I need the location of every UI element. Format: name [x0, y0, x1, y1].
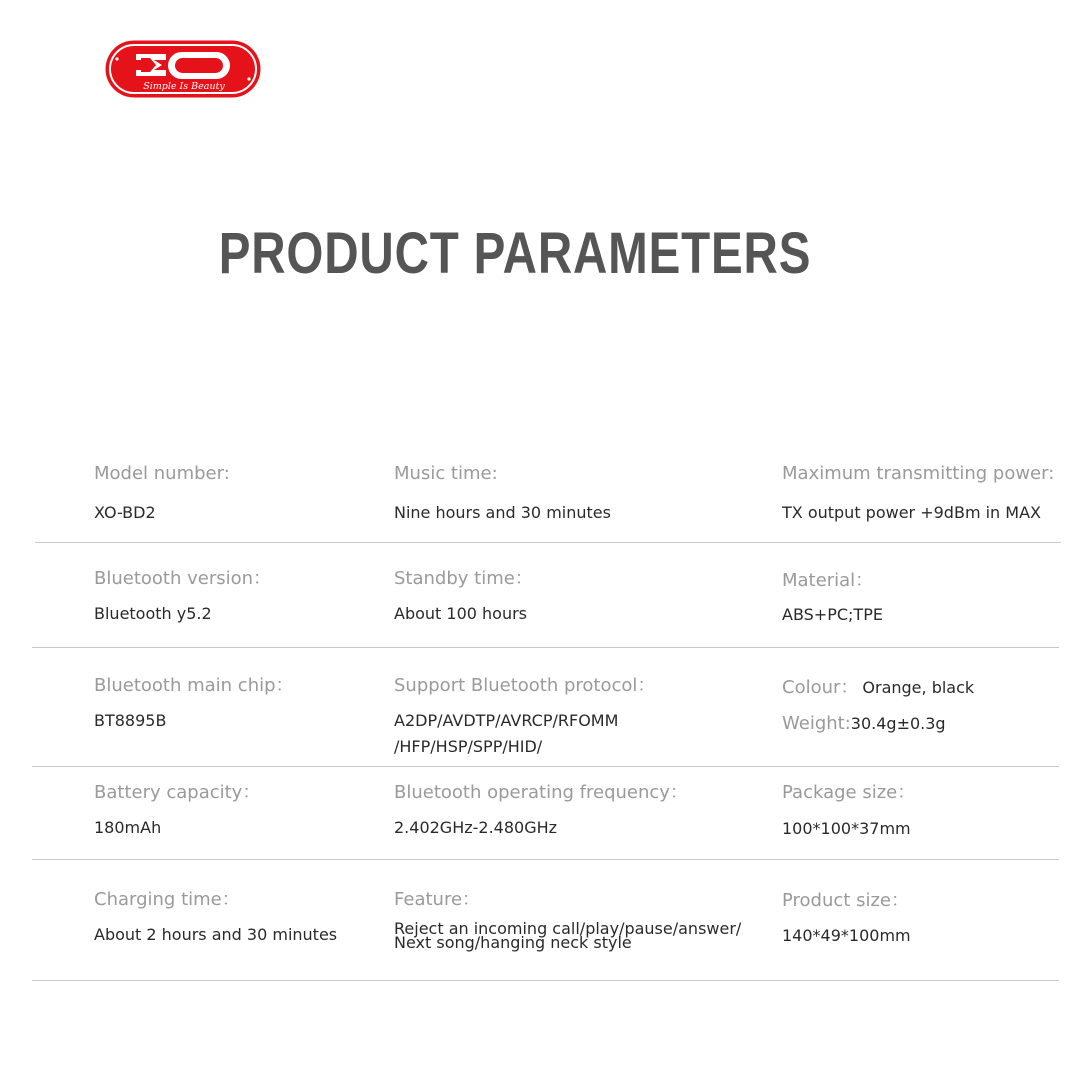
row-divider	[35, 542, 1061, 543]
standby-time-value: About 100 hours	[394, 604, 527, 623]
model-number-label: Model number:	[94, 463, 230, 484]
brand-slogan: Simple Is Beauty	[143, 81, 225, 92]
bt-chip-label: Bluetooth main chip：	[94, 675, 294, 696]
row-divider	[32, 980, 1059, 981]
model-number-value: XO-BD2	[94, 503, 156, 522]
feature-label: Feature：	[394, 889, 481, 910]
bt-protocol-value-line1: A2DP/AVDTP/AVRCP/RFOMM	[394, 711, 619, 730]
music-time-value: Nine hours and 30 minutes	[394, 503, 611, 522]
music-time-label: Music time:	[394, 463, 498, 484]
battery-value: 180mAh	[94, 818, 162, 837]
feature-value-line1: Reject an incoming call/play/pause/answer/	[394, 919, 742, 938]
row-divider	[32, 766, 1059, 767]
bt-version-value: Bluetooth y5.2	[94, 604, 212, 623]
charging-time-value: About 2 hours and 30 minutes	[94, 925, 338, 944]
bt-version-label: Bluetooth version：	[94, 568, 272, 589]
row-divider	[32, 647, 1059, 648]
weight-field	[782, 713, 946, 734]
bt-protocol-value-line2: /HFP/HSP/SPP/HID/	[394, 737, 543, 756]
package-size-value: 100*100*37mm	[782, 819, 911, 838]
row-divider	[32, 859, 1059, 860]
material-value: ABS+PC;TPE	[782, 605, 883, 624]
product-size-label: Product size：	[782, 890, 909, 911]
feature-value-line2: Next song/hanging neck style	[394, 933, 632, 952]
bt-frequency-value: 2.402GHz-2.480GHz	[394, 818, 558, 837]
weight-label: Weight:	[782, 713, 851, 734]
charging-time-label: Charging time：	[94, 889, 240, 910]
colour-value: Orange, black	[862, 678, 975, 697]
standby-time-label: Standby time：	[394, 568, 533, 589]
max-tx-power-value: TX output power +9dBm in MAX	[782, 503, 1041, 522]
weight-value: 30.4g±0.3g	[850, 714, 946, 733]
material-label: Material：	[782, 570, 874, 591]
colour-field	[782, 673, 974, 699]
bt-frequency-label: Bluetooth operating frequency：	[394, 782, 688, 803]
xo-logo	[104, 39, 262, 99]
max-tx-power-label: Maximum transmitting power:	[782, 463, 1055, 484]
package-size-label: Package size：	[782, 782, 916, 803]
bt-chip-value: BT8895B	[94, 711, 167, 730]
colour-label: Colour：	[782, 677, 859, 698]
product-size-value: 140*49*100mm	[782, 926, 911, 945]
page-title: PRODUCT PARAMETERS	[218, 221, 812, 286]
bt-protocol-label: Support Bluetooth protocol：	[394, 675, 656, 696]
battery-label: Battery capacity：	[94, 782, 261, 803]
